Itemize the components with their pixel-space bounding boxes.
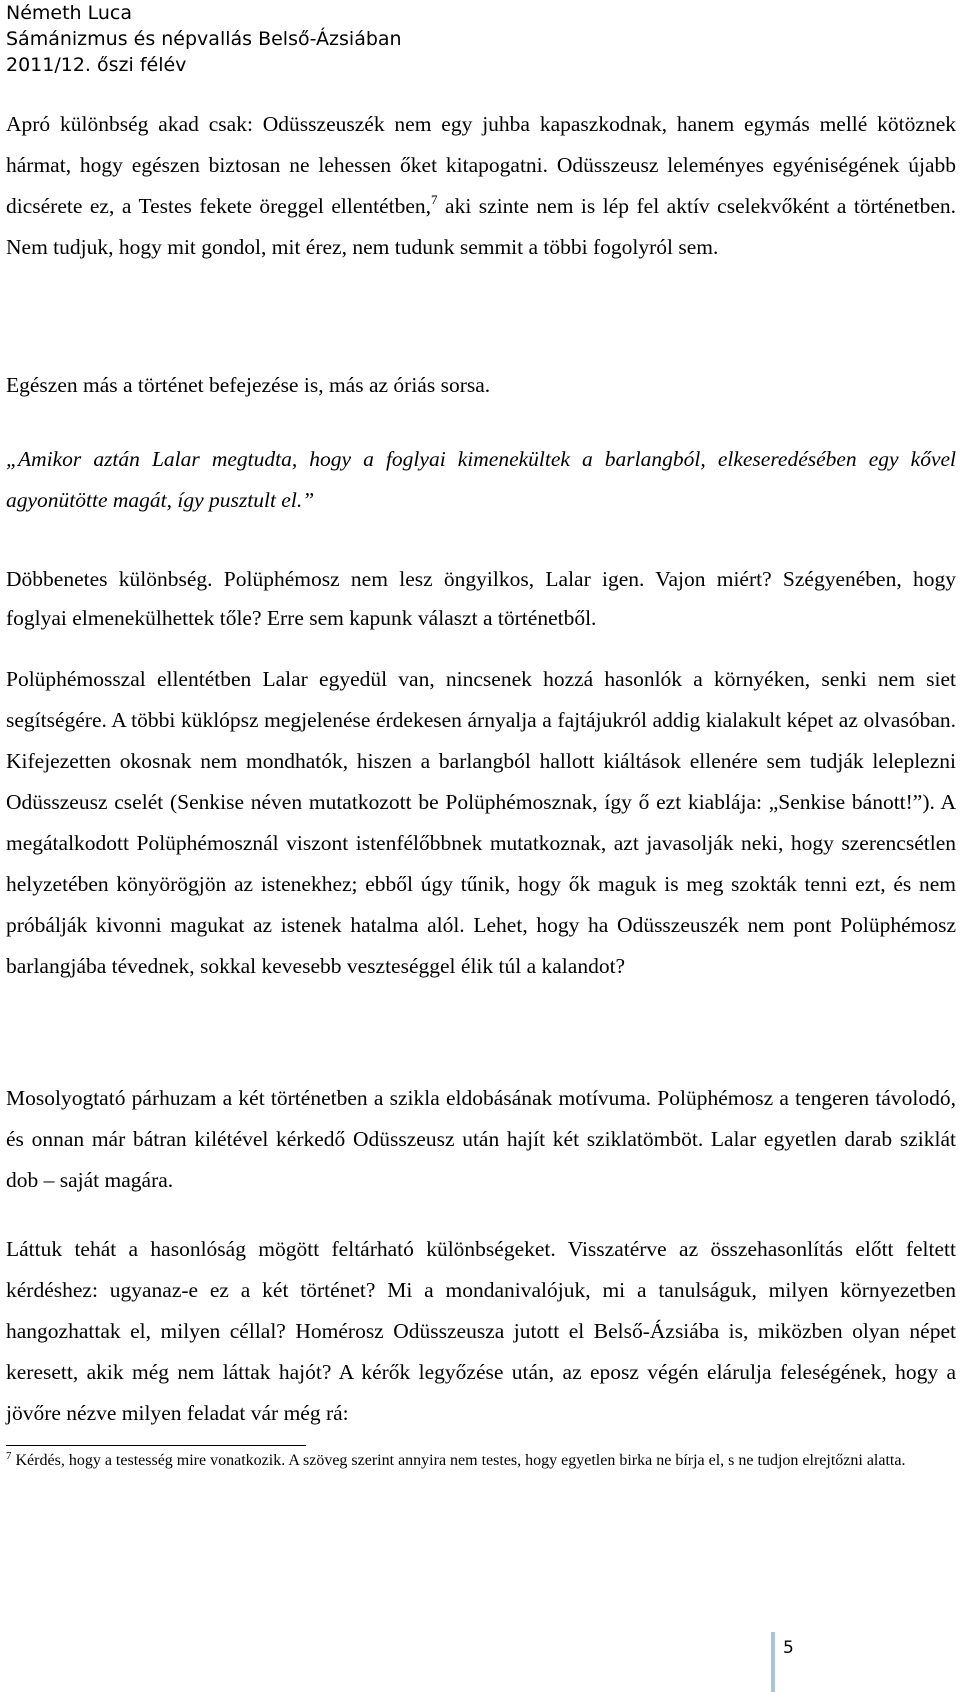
paragraph-2: Egészen más a történet befejezése is, más az óriás sorsa. (6, 373, 491, 397)
footnote-reference[interactable]: 7 (431, 192, 438, 207)
header-term: 2011/12. őszi félév (6, 54, 187, 76)
paragraph-4: Döbbenetes különbség. Polüphémosz nem lesz öngyilkos, Lalar igen. Vajon miért? Szégyenében, hogy foglyai elmenekülhettek tőle? Erre sem kapunk választ a történetből. (6, 567, 956, 630)
paragraph-1 (6, 104, 956, 268)
paragraph-5: Polüphémosszal ellentétben Lalar egyedül van, nincsenek hozzá hasonlók a környéken, senki nem siet segítségére. A többi küklópsz megjelenése érdekesen árnyalja a fajtájukról addig kialakult képet az olvasóban. Kifejezetten okosnak nem mondhatók, hiszen a barlangból hallott kiáltások ellenére sem tudják leleplezni Odüsszeusz cselét (Senkise néven mutatkozott be Polüphémosznak, így ő ezt kiablája: „Senkise bánott!”). A megátalkodott Polüphémosznál viszont istenfélőbbnek mutatkoznak, azt javasolják neki, hogy szerencsétlen helyzetében könyörögjön az istenekhez; ebből úgy tűnik, hogy ők maguk is meg szokták tenni ezt, és nem próbálják kivonni magukat az istenek hatalma alól. Lehet, hogy ha Odüsszeuszék nem pont Polüphémosz barlangjába tévednek, sokkal kevesebb veszteséggel élik túl a kalandot? (6, 667, 956, 978)
page-number-rule (771, 1632, 775, 1692)
footnote-text: Kérdés, hogy a testesség mire vonatkozik. A szöveg szerint annyira nem testes, hogy egyetlen birka ne bírja el, s ne tudjon elrejtőzni alatta. (11, 1452, 906, 1469)
paragraph-1-part-a: Apró különbség akad csak: Odüsszeuszék nem egy juhba kapaszkodnak, hanem egymás mellé kötöznek hármat, hogy egészen biztosan ne lehessen őket kitapogatni. Odüsszeusz leleményes egyéniségének újabb dicsérete ez, a Testes fekete öreggel ellentétben, (6, 112, 956, 218)
footnote-number: 7 (6, 1450, 12, 1462)
header-author: Németh Luca (6, 2, 133, 24)
quote-paragraph: „Amikor aztán Lalar megtudta, hogy a foglyai kimenekültek a barlangból, elkeseredésében egy kővel agyonütötte magát, így pusztult el.” (6, 447, 956, 512)
footnote-separator (6, 1445, 306, 1446)
header-course: Sámánizmus és népvallás Belső-Ázsiában (6, 28, 402, 50)
footnote (6, 1449, 956, 1473)
paragraph-7: Láttuk tehát a hasonlóság mögött feltárható különbségeket. Visszatérve az összehasonlítás előtt feltett kérdéshez: ugyanaz-e ez a két történet? Mi a mondanivalójuk, mi a tanulságuk, milyen környezetben hangozhattak el, milyen céllal? Homérosz Odüsszeusza jutott el Belső-Ázsiába is, miközben olyan népet keresett, akik még nem láttak hajót? A kérők legyőzése után, az eposz végén elárulja feleségének, hogy a jövőre nézve milyen feladat vár még rá: (6, 1237, 956, 1425)
paragraph-6: Mosolyogtató párhuzam a két történetben a szikla eldobásának motívuma. Polüphémosz a tengeren távolodó, és onnan már bátran kilétével kérkedő Odüsszeusz után hajít két sziklatömböt. Lalar egyetlen darab sziklát dob – saját magára. (6, 1086, 956, 1192)
page-number: 5 (783, 1638, 794, 1658)
page-header (6, 0, 402, 78)
paragraph-1-part-b: aki szinte nem is lép fel aktív cselekvőként a történetben. Nem tudjuk, hogy mit gondol, mit érez, nem tudunk semmit a többi fogolyról sem. (6, 194, 956, 259)
